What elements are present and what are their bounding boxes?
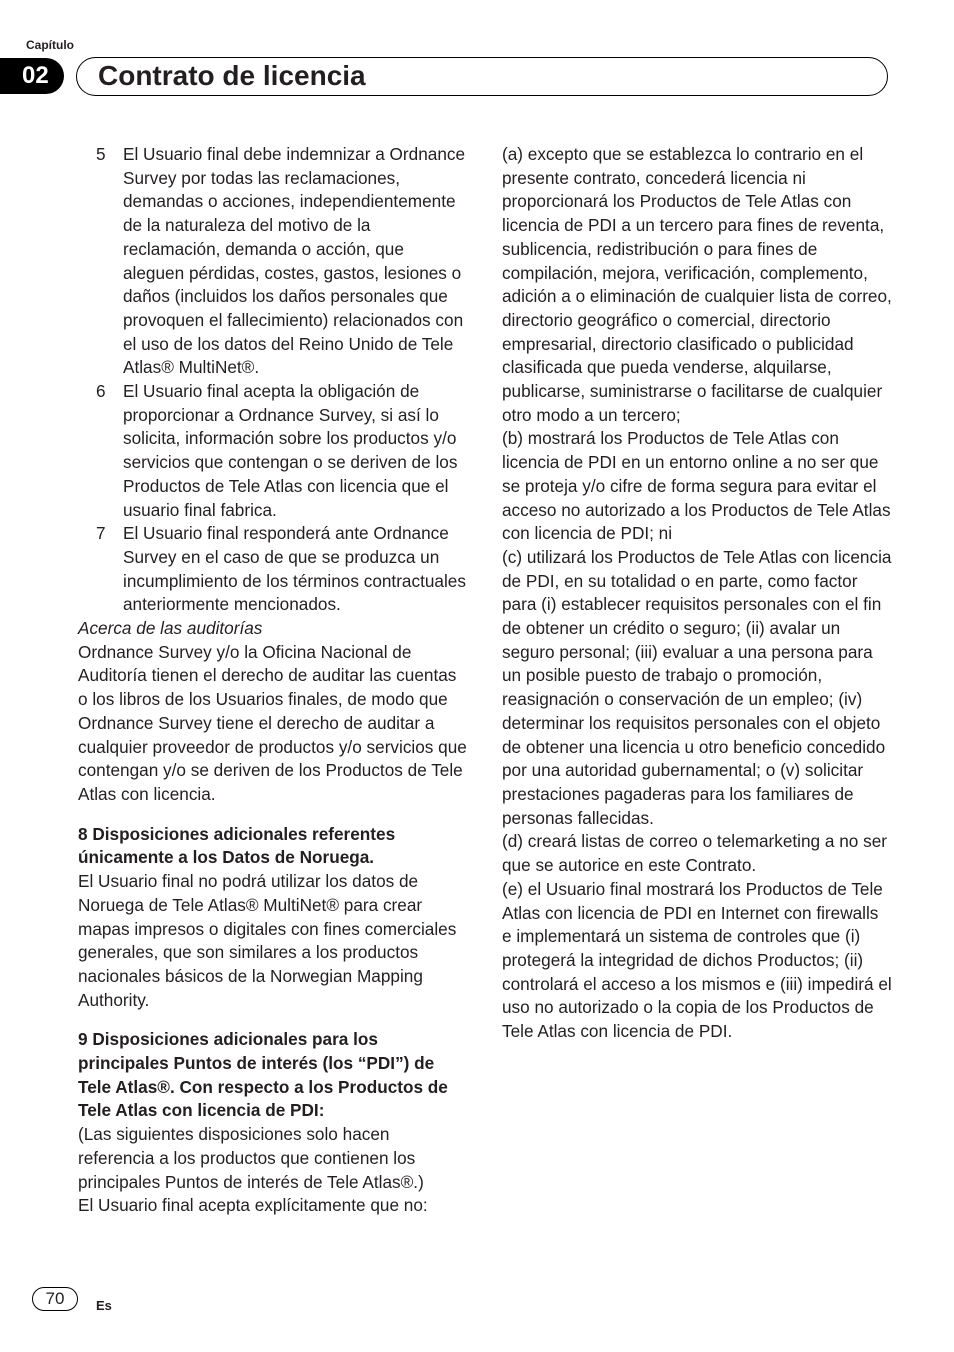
list-item-6 [78, 380, 468, 522]
clause-d: (d) creará listas de correo o telemarketing a no ser que se autorice en este Contrato. [502, 831, 887, 876]
section-8-paragraph: El Usuario final no podrá utilizar los datos de Noruega de Tele Atlas® MultiNet® para crear mapas impresos o digitales con fines comerciales generales, que son similares a los productos nacionales básicos de la Norwegian Mapping Authority. [78, 871, 457, 1010]
list-text: El Usuario final acepta la obligación de proporcionar a Ordnance Survey, si así lo solicita, información sobre los productos y/o servicios que contengan o se deriven de los Productos de Tele Atlas con licencia que el usuario final fabrica. [123, 381, 458, 520]
clause-c: (c) utilizará los Productos de Tele Atlas con licencia de PDI, en su totalidad o en parte, como factor para (i) establecer requisitos personales con el fin de obtener un crédito o seguro; (ii) avalar un seguro personal; (iii) evaluar a una persona para un posible puesto de trabajo o promoción, reasignación o conservación de un empleo; (iv) determinar los requisitos personales con el objeto de obtener una licencia u otro beneficio concedido por una autoridad gubernamental; o (v) solicitar prestaciones pagaderas para los familiares de personas fallecidas. [502, 546, 892, 828]
chapter-number-badge: 02 [0, 58, 64, 94]
page-title: Contrato de licencia [98, 60, 366, 91]
list-number: 5 [96, 144, 106, 164]
list-number: 6 [96, 381, 106, 402]
list-text: El Usuario final debe indemnizar a Ordnance Survey por todas las reclamaciones, demandas o acciones, independientemente de la naturaleza del motivo de la reclamación, demanda o acción, que aleguen pérdidas, costes, gastos, lesiones o daños (incluidos los daños personales que provoquen el fallecimiento) relacionados con el uso de los datos del Reino Unido de Tele Atlas® MultiNet®. [123, 144, 466, 378]
list-item-5 [78, 143, 468, 380]
list-text: El Usuario final responderá ante Ordnance Survey en el caso de que se produzca un incumplimiento de los términos contractuales anteriormente mencionados. [123, 523, 466, 615]
left-column [78, 143, 468, 1218]
right-column [502, 143, 892, 1044]
chapter-label: Capítulo [26, 38, 74, 52]
clause-a: (a) excepto que se establezca lo contrario en el presente contrato, concederá licencia ni proporcionará los Productos de Tele Atlas con licencia de PDI a un tercero para fines de reventa, sublicencia, redistribución o para fines de compilación, mejora, verificación, complemento, adición a o eliminación de cualquier lista de correo, directorio geográfico o comercial, directorio empresarial, directorio clasificado o publicidad clasificada que pueda venderse, alquilarse, publicarse, suministrarse o facilitarse de cualquier otro modo a un tercero; [502, 144, 892, 425]
page-number: 70 [32, 1287, 78, 1311]
section-8-heading: 8 Disposiciones adicionales referentes únicamente a los Datos de Noruega. [78, 823, 396, 868]
section-9-paragraph-1: (Las siguientes disposiciones solo hacen referencia a los productos que contienen los principales Puntos de interés de Tele Atlas®.) [78, 1124, 424, 1192]
audit-heading: Acerca de las auditorías [78, 618, 263, 639]
clause-e: (e) el Usuario final mostrará los Productos de Tele Atlas con licencia de PDI en Internet con firewalls e implementará un sistema de controles que (i) protegerá la integridad de dichos Productos; (ii) controlará el acceso a los mismos e (iii) impedirá el uso no autorizado o la copia de los Productos de Tele Atlas con licencia de PDI. [502, 878, 892, 1042]
list-number: 7 [96, 523, 106, 544]
list-item-7 [78, 522, 468, 617]
audit-paragraph: Ordnance Survey y/o la Oficina Nacional de Auditoría tienen el derecho de auditar las cuentas o los libros de los Usuarios finales, de modo que Ordnance Survey tiene el derecho de auditar a cualquier proveedor de productos y/o servicios que contengan y/o se deriven de los Productos de Tele Atlas con licencia. [78, 641, 467, 804]
section-9-paragraph-2: El Usuario final acepta explícitamente que no: [78, 1195, 428, 1216]
clause-b: (b) mostrará los Productos de Tele Atlas con licencia de PDI en un entorno online a no ser que se proteja y/o cifre de forma segura para evitar el acceso no autorizado a los Productos de Tele Atlas con licencia de PDI; ni [502, 428, 891, 544]
section-9-heading: 9 Disposiciones adicionales para los principales Puntos de interés (los “PDI”) de Tele Atlas®. Con respecto a los Productos de Tele Atlas con licencia de PDI: [78, 1029, 448, 1121]
language-code: Es [96, 1298, 112, 1313]
